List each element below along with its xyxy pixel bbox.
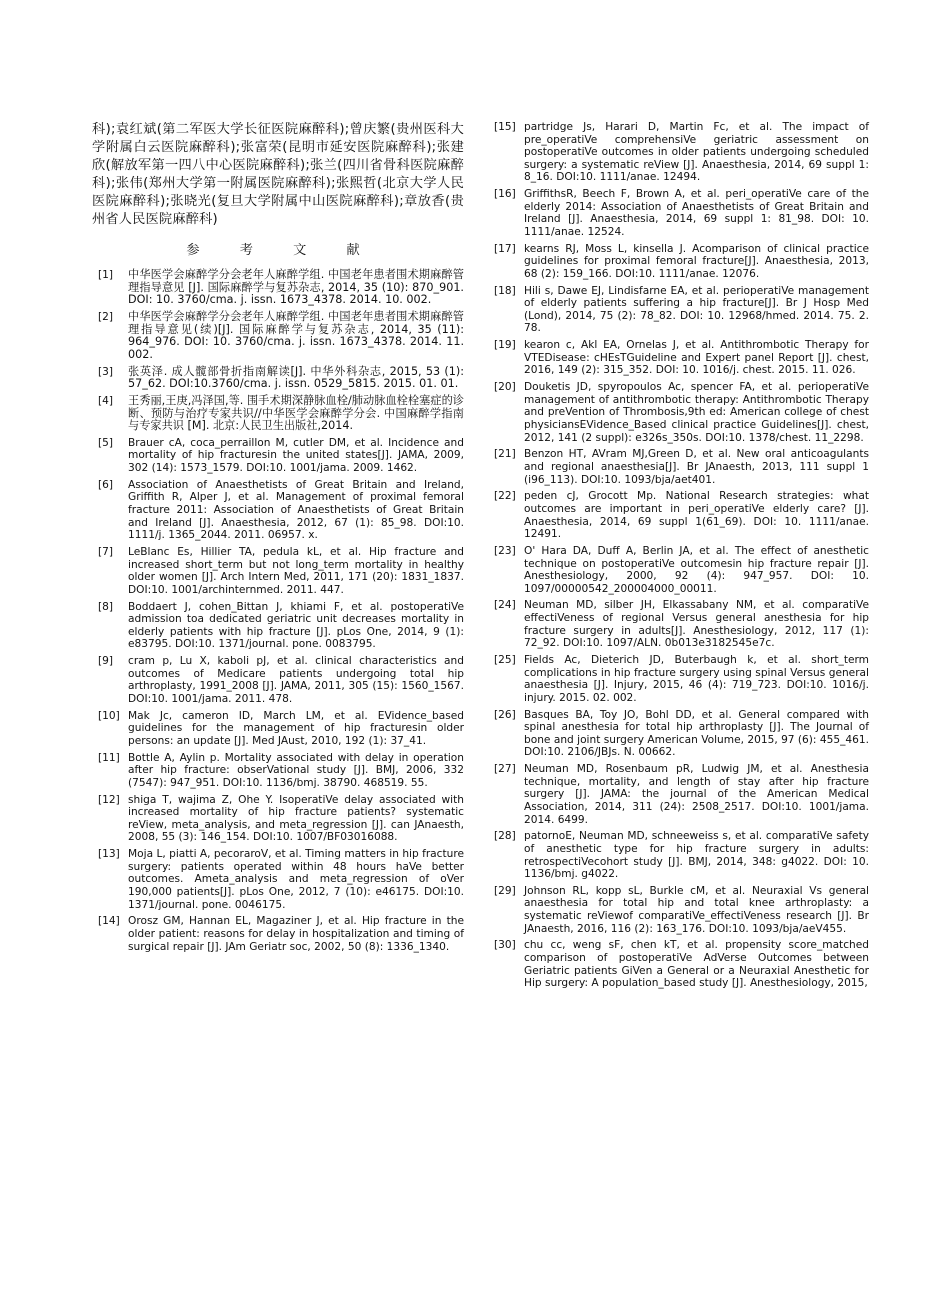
reference-text: 中华医学会麻醉学分会老年人麻醉学组. 中国老年患者围术期麻醉管理指导意见 [J]. 国际麻醉学与复苏杂志, 2014, 35 (10): 870_901. DOI: 10. 3760/cma. j. issn. 1673_4378. 2014. 10. 002. <box>128 268 464 307</box>
reference-number: [24] <box>494 599 516 612</box>
reference-text: Mak Jc, cameron ID, March LM, et al. EVidence_based guidelines for the management of hip fracturesin older persons: an update [J]. Med JAust, 2010, 192 (1): 37_41. <box>128 709 464 747</box>
reference-number: [7] <box>98 546 114 558</box>
reference-item <box>491 339 869 377</box>
reference-item <box>92 655 464 705</box>
reference-number: [15] <box>494 121 516 133</box>
reference-item <box>92 601 464 651</box>
reference-text: LeBlanc Es, Hillier TA, pedula kL, et al. Hip fracture and increased short_term but not long_term mortality in healthy older women [J]. Arch Intern Med, 2011, 171 (20): 1831_1837. DOI:10. 1001/archinternmed. 2011. 447. <box>128 546 464 596</box>
reference-number: [2] <box>98 310 114 323</box>
reference-number: [26] <box>494 708 516 721</box>
reference-number: [30] <box>494 939 516 952</box>
reference-number: [18] <box>494 284 516 297</box>
reference-item <box>491 763 869 826</box>
reference-item <box>491 243 869 281</box>
reference-text: Neuman MD, Rosenbaum pR, Ludwig JM, et al. Anesthesia technique, mortality, and length of stay after hip fracture surgery [J]. JAMA: the journal of the American Medical Association, 2014, 311 (24): 2508_2517. DOI:10. 1001/jama. 2014. 6499. <box>524 763 869 826</box>
reference-number: [8] <box>98 600 114 613</box>
reference-number: [27] <box>494 763 516 776</box>
reference-text: Moja L, piatti A, pecoraroV, et al. Timing matters in hip fracture surgery: patients operated within 48 hours haVe better outcomes. Ameta_analysis and meta_regression of oVer 190,000 patients[J]. pLos One, 2012, 7 (10): e46175. DOI:10. 1371/journal. pone. 0046175. <box>128 848 464 911</box>
reference-text: O' Hara DA, Duff A, Berlin JA, et al. The effect of anesthetic technique on postoperatiVe outcomesin hip fracture repair [J]. Anesthesiology, 2000, 92 (4): 947_957. DOI: 10. 1097/00000542_200004000_00011. <box>524 544 869 595</box>
reference-text: Benzon HT, AVram MJ,Green D, et al. New oral anticoagulants and regional anaesthesia[J]. Br JAnaesth, 2013, 111 suppl 1 (i96_113). DOI:10. 1093/bja/aet401. <box>524 448 869 486</box>
reference-number: [22] <box>494 490 516 503</box>
reference-number: [13] <box>98 848 120 861</box>
references-heading: 参 考 文 献 <box>186 243 378 258</box>
reference-item <box>92 848 464 911</box>
reference-text: shiga T, wajima Z, Ohe Y. IsoperatiVe delay associated with increased mortality of hip fracture patients? systematic reView, meta_analysis, and meta_regression [J]. can JAnaesth, 2008, 55 (3): 146_154. DOI:10. 1007/BF03016088. <box>128 793 464 844</box>
reference-text: Boddaert J, cohen_Bittan J, khiami F, et al. postoperatiVe admission toa dedicated geriatric unit decreases mortality in elderly patients with hip fracture [J]. pLos One, 2014, 9 (1): e83795. DOI:10. 1371/journal. pone. 0083795. <box>128 600 464 651</box>
reference-number: [21] <box>494 448 516 461</box>
reference-number: [20] <box>494 381 516 394</box>
reference-item <box>92 794 464 844</box>
reference-number: [19] <box>494 339 516 352</box>
reference-text: Brauer cA, coca_perraillon M, cutler DM, et al. Incidence and mortality of hip fracturesin the united states[J]. JAMA, 2009, 302 (14): 1573_1579. DOI:10. 1001/jama. 2009. 1462. <box>128 436 464 475</box>
left-column <box>92 121 464 957</box>
reference-text: peden cJ, Grocott Mp. National Research strategies: what outcomes are important in peri_operatiVe elderly care? [J]. Anaesthesia, 2014, 69 suppl 1(61_69). DOI: 10. 1111/anae. 12491. <box>524 490 869 541</box>
reference-text: cram p, Lu X, kaboli pJ, et al. clinical characteristics and outcomes of Medicare patients undergoing total hip arthroplasty, 1991_2008 [J]. JAMA, 2011, 305 (15): 1560_1567. DOI:10. 1001/jama. 2011. 478. <box>128 655 464 705</box>
reference-text: partridge Js, Harari D, Martin Fc, et al. The impact of pre_operatiVe comprehensiVe geriatric assessment on postoperatiVe outcomes in older patients undergoing scheduled surgery: a systematic reView [J]. Anaesthesia, 2014, 69 suppl 1: 8_16. DOI:10. 1111/anae. 12494. <box>524 121 869 184</box>
reference-number: [10] <box>98 709 120 722</box>
reference-item <box>491 654 869 704</box>
reference-item <box>92 546 464 596</box>
acknowledgement-paragraph: 科);袁红斌(第二军医大学长征医院麻醉科);曾庆繁(贵州医科大学附属白云医院麻醉科);张富荣(昆明市延安医院麻醉科);张建欣(解放军第一四八中心医院麻醉科);张兰(四川省骨科医院麻醉科);张伟(郑州大学第一附属医院麻醉科);张熙哲(北京大学人民医院麻醉科);张晓光(复旦大学附属中山医院麻醉科);章放香(贵州省人民医院麻醉科) <box>92 122 464 227</box>
reference-number: [11] <box>98 751 120 764</box>
reference-item <box>491 885 869 935</box>
reference-text: 中华医学会麻醉学分会老年人麻醉学组. 中国老年患者围术期麻醉管理指导意见(续)[J]. 国际麻醉学与复苏杂志, 2014, 35 (11): 964_976. DOI: 10. 3760/cma. j. issn. 1673_4378. 2014. 11. 002. <box>128 309 464 361</box>
reference-number: [5] <box>98 436 114 449</box>
reference-item <box>491 448 869 486</box>
reference-number: [28] <box>494 830 516 843</box>
reference-item <box>92 395 464 433</box>
reference-number: [25] <box>494 654 516 667</box>
reference-item <box>491 285 869 335</box>
reference-item <box>491 490 869 540</box>
reference-text: Fields Ac, Dieterich JD, Buterbaugh k, et al. short_term complications in hip fracture surgery using spinal Versus general anaesthesia [J]. Injury, 2015, 46 (4): 719_723. DOI:10. 1016/j. injury. 2015. 02. 002. <box>524 654 869 704</box>
reference-text: kearns RJ, Moss L, kinsella J. Acomparison of clinical practice guidelines for proximal femoral fracture[J]. Anaesthesia, 2013, 68 (2): 159_166. DOI:10. 1111/anae. 12076. <box>524 242 869 280</box>
reference-text: Basques BA, Toy JO, Bohl DD, et al. General compared with spinal anesthesia for total hip arthroplasty [J]. The Journal of bone and joint surgery American Volume, 2015, 97 (6): 455_461. DOI:10. 2106/JBJs. N. 00662. <box>524 708 869 759</box>
reference-number: [16] <box>494 188 516 201</box>
reference-item <box>92 710 464 748</box>
reference-text: kearon c, Akl EA, Ornelas J, et al. Antithrombotic Therapy for VTEDisease: cHEsTGuideline and Expert panel Report [J]. chest, 2016, 149 (2): 315_352. DOI: 10. 1016/j. chest. 2015. 11. 026. <box>524 339 869 377</box>
reference-item <box>92 366 464 391</box>
reference-number: [14] <box>98 915 120 928</box>
right-column <box>491 121 869 994</box>
reference-text: Bottle A, Aylin p. Mortality associated with delay in operation after hip fracture: obserVational study [J]. BMJ, 2006, 332 (7547): 947_951. DOI:10. 1136/bmj. 38790. 468519. 55. <box>128 751 464 789</box>
reference-item <box>491 545 869 595</box>
reference-list-right <box>491 121 869 990</box>
reference-list-left <box>92 269 464 953</box>
reference-item <box>92 479 464 542</box>
reference-number: [9] <box>98 655 114 668</box>
reference-number: [23] <box>494 544 516 557</box>
reference-item <box>92 311 464 361</box>
reference-item <box>491 939 869 989</box>
reference-text: Hili s, Dawe EJ, Lindisfarne EA, et al. perioperatiVe management of elderly patients suffering a hip fracture[J]. Br J Hosp Med (Lond), 2014, 75 (2): 78_82. DOI: 10. 12968/hmed. 2014. 75. 2. 78. <box>524 284 869 335</box>
reference-text: Johnson RL, kopp sL, Burkle cM, et al. Neuraxial Vs general anaesthesia for total hip and total knee arthroplasty: a systematic reViewof comparatiVe_effectiVeness research [J]. Br JAnaesth, 2016, 116 (2): 163_176. DOI:10. 1093/bja/aeV455. <box>524 884 869 935</box>
reference-item <box>491 121 869 184</box>
reference-number: [1] <box>98 269 114 281</box>
reference-item <box>491 709 869 759</box>
reference-number: [4] <box>98 394 114 407</box>
reference-item <box>92 752 464 790</box>
reference-item <box>491 599 869 649</box>
reference-item <box>92 437 464 475</box>
reference-number: [29] <box>494 884 516 897</box>
reference-text: GriffithsR, Beech F, Brown A, et al. peri_operatiVe care of the elderly 2014: Association of Anaesthetists of Great Britain and Ireland [J]. Anaesthesia, 2014, 69 suppl 1: 81_98. DOI: 10. 1111/anae. 12524. <box>524 188 869 238</box>
reference-item <box>92 915 464 953</box>
reference-item <box>491 188 869 238</box>
reference-item <box>491 830 869 880</box>
reference-item <box>92 269 464 307</box>
reference-text: patornoE, Neuman MD, schneeweiss s, et al. comparatiVe safety of anesthetic type for hip fracture surgery in adults: retrospectiVecohort study [J]. BMJ, 2014, 348: g4022. DOI: 10. 1136/bmj. g4022. <box>524 830 869 881</box>
reference-text: 王秀丽,王庚,冯泽国,等. 围手术期深静脉血栓/肺动脉血栓栓塞症的诊断、预防与治疗专家共识//中华医学会麻醉学分会. 中国麻醉学指南与专家共识 [M]. 北京:人民卫生出版社,2014. <box>128 393 464 433</box>
reference-text: chu cc, weng sF, chen kT, et al. propensity score_matched comparison of postoperatiVe AdVerse Outcomes between Geriatric patients GiVen a General or a Neuraxial Anesthetic for Hip surgery: A population_based study [J]. Anesthesiology, 2015, <box>524 939 869 990</box>
reference-number: [12] <box>98 793 120 806</box>
reference-text: Association of Anaesthetists of Great Britain and Ireland, Griffith R, Alper J, et al. Management of proximal femoral fracture 2011: Association of Anaesthetists of Great Britain and Ireland [J]. Anaesthesia, 2012, 67 (1): 85_98. DOI:10. 1111/j. 1365_2044. 2011. 06957. x. <box>128 478 464 542</box>
reference-number: [6] <box>98 478 114 491</box>
reference-text: 张英泽. 成人髋部骨折指南解读[J]. 中华外科杂志, 2015, 53 (1): 57_62. DOI:10.3760/cma. j. issn. 0529_5815. 2015. 01. 01. <box>128 364 464 391</box>
reference-number: [17] <box>494 242 516 255</box>
reference-text: Neuman MD, silber JH, Elkassabany NM, et al. comparatiVe effectiVeness of regional Versus general anesthesia for hip fracture surgery in adults[J]. Anesthesiology, 2012, 117 (1): 72_92. DOI:10. 1097/ALN. 0b013e3182545e7c. <box>524 599 869 650</box>
reference-number: [3] <box>98 365 114 378</box>
reference-item <box>491 381 869 444</box>
reference-text: Orosz GM, Hannan EL, Magaziner J, et al. Hip fracture in the older patient: reasons for delay in hospitalization and timing of surgical repair [J]. JAm Geriatr soc, 2002, 50 (8): 1336_1340. <box>128 915 464 953</box>
reference-text: Douketis JD, spyropoulos Ac, spencer FA, et al. perioperatiVe management of antithrombotic therapy: Antithrombotic Therapy and preVention of Thrombosis,9th ed: American college of chest physiciansEVidence_Based clinical practice Guidelines[J]. chest, 2012, 141 (2 suppl): e326s_350s. DOI:10. 1378/chest. 11_2298. <box>524 381 869 444</box>
